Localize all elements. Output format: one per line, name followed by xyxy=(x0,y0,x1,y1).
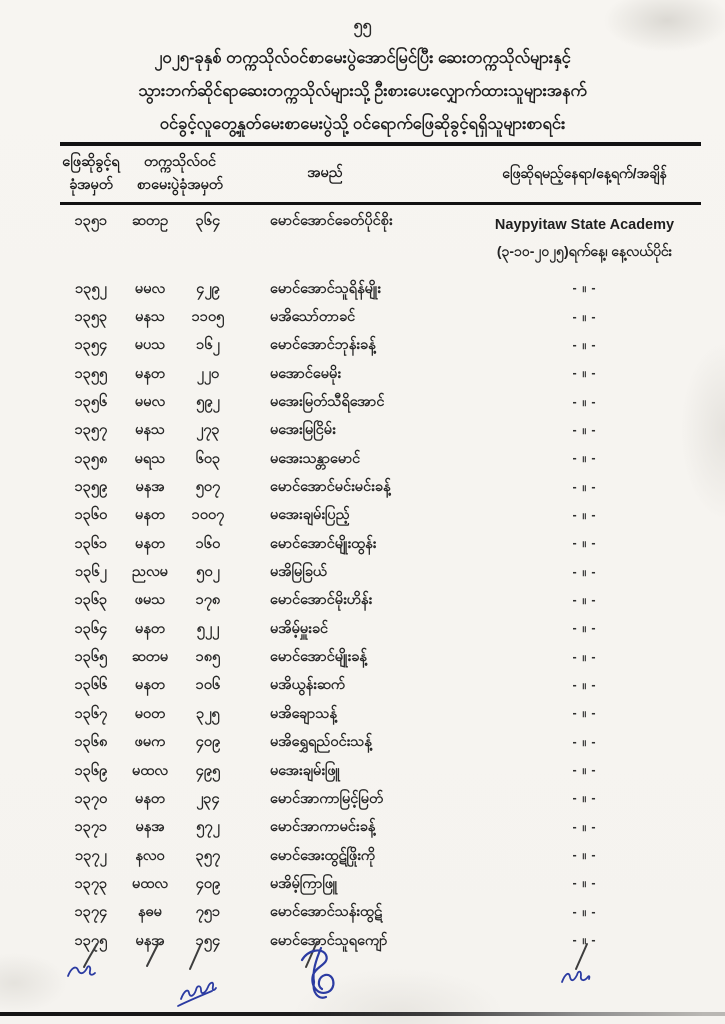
candidate-name: မောင်အောင်ဘုန်းခန့် xyxy=(270,337,376,354)
exam-roll-number: ၂၂၀ xyxy=(196,365,220,382)
ditto-mark: - ။ - xyxy=(572,734,597,749)
exam-center-code: ဖမသ xyxy=(134,592,166,609)
exam-roll-number: ၃၂၅ xyxy=(196,705,220,722)
signature-initials-left xyxy=(68,966,95,976)
ditto-mark: - ။ - xyxy=(572,904,597,919)
candidates-table xyxy=(60,142,701,956)
exam-center-code: မနတ xyxy=(135,620,165,637)
title-line-3: ဝင်ခွင့်လူတွေ့နှုတ်မေးစာမေးပွဲသို့ ဝင်ရောက်ဖြေဆိုခွင့်ရရှိသူများစာရင်း xyxy=(159,115,566,133)
exam-roll-number: ၄၉၅ xyxy=(195,762,221,779)
seat-number: ၁၃၆၉ xyxy=(74,762,108,779)
exam-roll-number: ၁၆၀ xyxy=(195,535,221,552)
header-name: အမည် xyxy=(307,164,343,181)
table-row xyxy=(60,871,701,899)
table-row xyxy=(60,474,701,502)
exam-roll-number: ၁၁၀၅ xyxy=(191,309,225,326)
candidate-name: မောင်အောင်မျိုးခန့် xyxy=(270,649,367,666)
exam-center-code: မနတ xyxy=(135,507,165,524)
table-row xyxy=(60,588,701,616)
candidate-name: မအောင်မေမိုး xyxy=(270,365,342,382)
exam-center-code: မထလ xyxy=(132,875,168,892)
candidate-name: မအေးမြတ်သီရိအောင် xyxy=(270,394,385,411)
blue-ink-signatures xyxy=(68,948,589,1006)
exam-center-code: မနတ xyxy=(135,535,165,552)
candidate-name: မအေးချမ်းဖြူ xyxy=(270,762,340,779)
ditto-mark: - ။ - xyxy=(572,649,597,664)
table-row xyxy=(60,446,701,474)
ditto-mark: - ။ - xyxy=(572,281,597,296)
exam-center-code: မနအ xyxy=(135,819,165,836)
ditto-mark: - ။ - xyxy=(572,366,597,381)
candidate-name: မောင်အောင်သန်းထွဋ် xyxy=(270,904,383,921)
seat-number: ၁၃၆၃ xyxy=(74,592,108,609)
seat-number: ၁၃၅၂ xyxy=(75,280,107,297)
candidate-name: မောင်အောင်သူရိန်မျိုး xyxy=(270,280,381,297)
ditto-mark: - ။ - xyxy=(572,677,597,692)
signature-initials-wei xyxy=(181,983,216,999)
exam-roll-number: ၁၈၅ xyxy=(195,649,221,666)
title-line-2: သွားဘက်ဆိုင်ရာဆေးတက္ကသိုလ်များသို့ ဦးစားပေးလျှောက်ထားသူများအနက် xyxy=(138,82,587,100)
table-row xyxy=(60,928,701,956)
exam-center-code: မမလ xyxy=(134,394,166,411)
ditto-mark: - ။ - xyxy=(572,536,597,551)
exam-roll-number: ၁၆၂ xyxy=(196,337,220,354)
seat-number: ၁၃၆၀ xyxy=(74,507,108,524)
exam-roll-number: ၅၂၂ xyxy=(196,620,220,637)
candidate-name: မောင်အေးထွဋ်ဖြိုးကို xyxy=(270,847,376,864)
exam-center-code: မရသ xyxy=(134,450,166,467)
document-title xyxy=(0,42,725,141)
signature-main-tail xyxy=(314,982,326,998)
ditto-mark: - ။ - xyxy=(572,763,597,778)
exam-roll-number: ၇၅၁ xyxy=(195,904,221,921)
seat-number: ၁၃၅၆ xyxy=(74,394,108,411)
exam-center-code: မဝတ xyxy=(134,705,166,722)
ditto-mark: - ။ - xyxy=(572,564,597,579)
exam-roll-number: ၁၀၆ xyxy=(195,677,221,694)
exam-roll-number: ၅၀၇ xyxy=(195,479,221,496)
seat-number: ၁၃၇၀ xyxy=(74,790,108,807)
candidate-name: မအိသော်တာခင် xyxy=(270,309,356,326)
ditto-mark: - ။ - xyxy=(572,819,597,834)
seat-number: ၁၃၇၁ xyxy=(74,819,108,836)
exam-center-code: ညလမ xyxy=(132,564,168,581)
exam-center-code: ဖမက xyxy=(134,734,166,751)
table-row xyxy=(60,333,701,361)
exam-roll-number: ၄၀၉ xyxy=(195,734,221,751)
exam-roll-number: ၅၀၂ xyxy=(196,564,220,581)
seat-number: ၁၃၅၅ xyxy=(74,365,108,382)
exam-center-code: မမလ xyxy=(134,280,166,297)
ditto-mark: - ။ - xyxy=(572,394,597,409)
seat-number: ၁၃၆၇ xyxy=(74,705,108,722)
table-row xyxy=(60,276,701,304)
candidate-name: မအိချောသန့် xyxy=(270,705,337,722)
exam-center-code: ဆတဥ xyxy=(131,213,169,229)
exam-center-code: မနတ xyxy=(135,677,165,694)
exam-roll-number: ၄၂၉ xyxy=(196,280,220,297)
exam-center-code: မထလ xyxy=(132,762,168,779)
ditto-mark: - ။ - xyxy=(572,422,597,437)
ditto-mark: - ။ - xyxy=(572,479,597,494)
table-row xyxy=(60,815,701,843)
candidate-name: မောင်အာကာမင်းခန့် xyxy=(270,819,376,836)
table-row xyxy=(60,701,701,729)
candidate-name: မအေးချမ်းပြည့် xyxy=(270,507,350,524)
table-row xyxy=(60,616,701,644)
table-row xyxy=(60,786,701,814)
venue-name: Naypyitaw State Academy xyxy=(494,217,675,233)
table-row xyxy=(60,361,701,389)
ditto-mark: - ။ - xyxy=(572,451,597,466)
seat-number: ၁၃၆၁ xyxy=(74,535,108,552)
exam-roll-number: ၅၉၂ xyxy=(196,394,220,411)
exam-roll-number: ၅၇၂ xyxy=(196,819,220,836)
signature-initials-right xyxy=(562,972,589,982)
seat-number: ၁၃၇၅ xyxy=(74,932,108,949)
exam-roll-number: ၆၀၃ xyxy=(195,450,221,467)
seat-number: ၁၃၅၇ xyxy=(74,422,108,439)
signature-underline xyxy=(178,991,212,1006)
exam-roll-number: ၂၇၃ xyxy=(196,422,220,439)
exam-center-code: နဓမ xyxy=(138,904,162,921)
scan-edge-artifact xyxy=(0,1012,725,1016)
table-row xyxy=(60,559,701,587)
table-header-row xyxy=(60,142,701,205)
seat-number: ၁၃၅၃ xyxy=(74,309,108,326)
seat-number: ၁၃၅၁ xyxy=(74,213,108,229)
candidate-name: မအိမ့်ကြာဖြူ xyxy=(270,875,338,892)
ditto-mark: - ။ - xyxy=(572,791,597,806)
seat-number: ၁၃၆၆ xyxy=(74,677,108,694)
exam-center-code: မနအ xyxy=(135,479,165,496)
table-row xyxy=(60,389,701,417)
signature-main-loops xyxy=(302,950,333,992)
seat-number: ၁၃၅၈ xyxy=(74,450,108,467)
candidate-name: မအိမြခြယ် xyxy=(270,564,327,581)
page-number: ၅၅ xyxy=(353,17,372,34)
table-body xyxy=(60,205,701,956)
seat-number: ၁၃၇၃ xyxy=(74,875,108,892)
candidate-name: မောင်အောင်မျိုးထွန်း xyxy=(270,535,377,552)
table-row xyxy=(60,673,701,701)
candidate-name: မအိရွှေရည်ဝင်းသန့် xyxy=(270,734,372,751)
table-row xyxy=(60,758,701,786)
exam-center-code: မနအ xyxy=(135,932,165,949)
ditto-mark: - ။ - xyxy=(572,507,597,522)
exam-roll-number: ၁၅၄ xyxy=(195,932,221,949)
exam-roll-number: ၁၀၀၇ xyxy=(191,507,225,524)
table-row xyxy=(60,644,701,672)
seat-number: ၁၃၆၅ xyxy=(74,649,108,666)
ditto-mark: - ။ - xyxy=(572,621,597,636)
candidate-name: မအေးသန္တာမောင် xyxy=(270,450,361,467)
exam-roll-number: ၃၆၄ xyxy=(195,213,221,229)
candidate-name: မောင်အောင်သူရကျော် xyxy=(270,932,388,949)
exam-roll-number: ၄၀၉ xyxy=(195,875,221,892)
exam-roll-number: ၁၇၈ xyxy=(195,592,221,609)
exam-center-code: မနတ xyxy=(135,365,165,382)
table-row xyxy=(60,843,701,871)
title-line-1: ၂၀၂၅-ခုနှစ် တက္ကသိုလ်ဝင်စာမေးပွဲအောင်မြင်ပြီး ဆေးတက္ကသိုလ်များနှင့် xyxy=(154,49,571,67)
exam-roll-number: ၂၃၄ xyxy=(196,790,220,807)
seat-number: ၁၃၆၂ xyxy=(75,564,107,581)
table-row xyxy=(60,205,701,276)
exam-roll-number: ၃၅၇ xyxy=(195,847,221,864)
table-row xyxy=(60,418,701,446)
exam-center-code: မနသ xyxy=(135,309,165,326)
venue-date: (၃-၁၀-၂၀၂၅)ရက်နေ့၊ နေ့လယ်ပိုင်း xyxy=(496,243,673,259)
venue-date-time xyxy=(468,212,701,264)
candidate-name: မောင်အောင်ခေတ်ပိုင်စိုး xyxy=(270,213,393,229)
exam-center-code: ဆတမ xyxy=(131,649,169,666)
table-row xyxy=(60,304,701,332)
ditto-mark: - ။ - xyxy=(572,848,597,863)
candidate-name: မအေးမြငြိမ်း xyxy=(270,422,336,439)
exam-center-code: နလဝ xyxy=(135,847,165,864)
table-row xyxy=(60,503,701,531)
seat-number: ၁၃၅၉ xyxy=(74,479,108,496)
ditto-mark: - ။ - xyxy=(572,876,597,891)
candidate-name: မအိမ့်မှူးခင် xyxy=(270,620,329,637)
candidate-name: မောင်အောင်မိုးဟိန်း xyxy=(270,592,373,609)
ditto-mark: - ။ - xyxy=(572,933,597,948)
ditto-mark: - ။ - xyxy=(572,309,597,324)
seat-number: ၁၃၇၂ xyxy=(75,847,107,864)
table-row xyxy=(60,900,701,928)
seat-number: ၁၃၆၈ xyxy=(74,734,108,751)
table-row xyxy=(60,730,701,758)
exam-center-code: မနတ xyxy=(135,790,165,807)
table-row xyxy=(60,531,701,559)
exam-center-code: မနသ xyxy=(135,422,165,439)
candidate-name: မောင်အောင်မင်းမင်းခန့် xyxy=(270,479,391,496)
header-matric-roll: တက္ကသိုလ်ဝင် စာမေးပွဲခုံအမှတ် xyxy=(136,154,224,193)
header-venue-date-time: ဖြေဆိုရမည့်နေရာ/နေ့ရက်/အချိန် xyxy=(502,164,667,181)
candidate-name: မောင်အာကာမြင့်မြတ် xyxy=(270,790,384,807)
ditto-mark: - ။ - xyxy=(572,337,597,352)
seat-number: ၁၃၆၄ xyxy=(74,620,108,637)
exam-center-code: မပသ xyxy=(134,337,166,354)
seat-number: ၁၃၅၄ xyxy=(74,337,108,354)
header-seat-number: ဖြေဆိုခွင့်ရ ခုံအမှတ် xyxy=(62,154,120,193)
ditto-mark: - ။ - xyxy=(572,592,597,607)
seat-number: ၁၃၇၄ xyxy=(74,904,108,921)
ditto-mark: - ။ - xyxy=(572,706,597,721)
candidate-name: မအိယွန်းဆက် xyxy=(270,677,346,694)
